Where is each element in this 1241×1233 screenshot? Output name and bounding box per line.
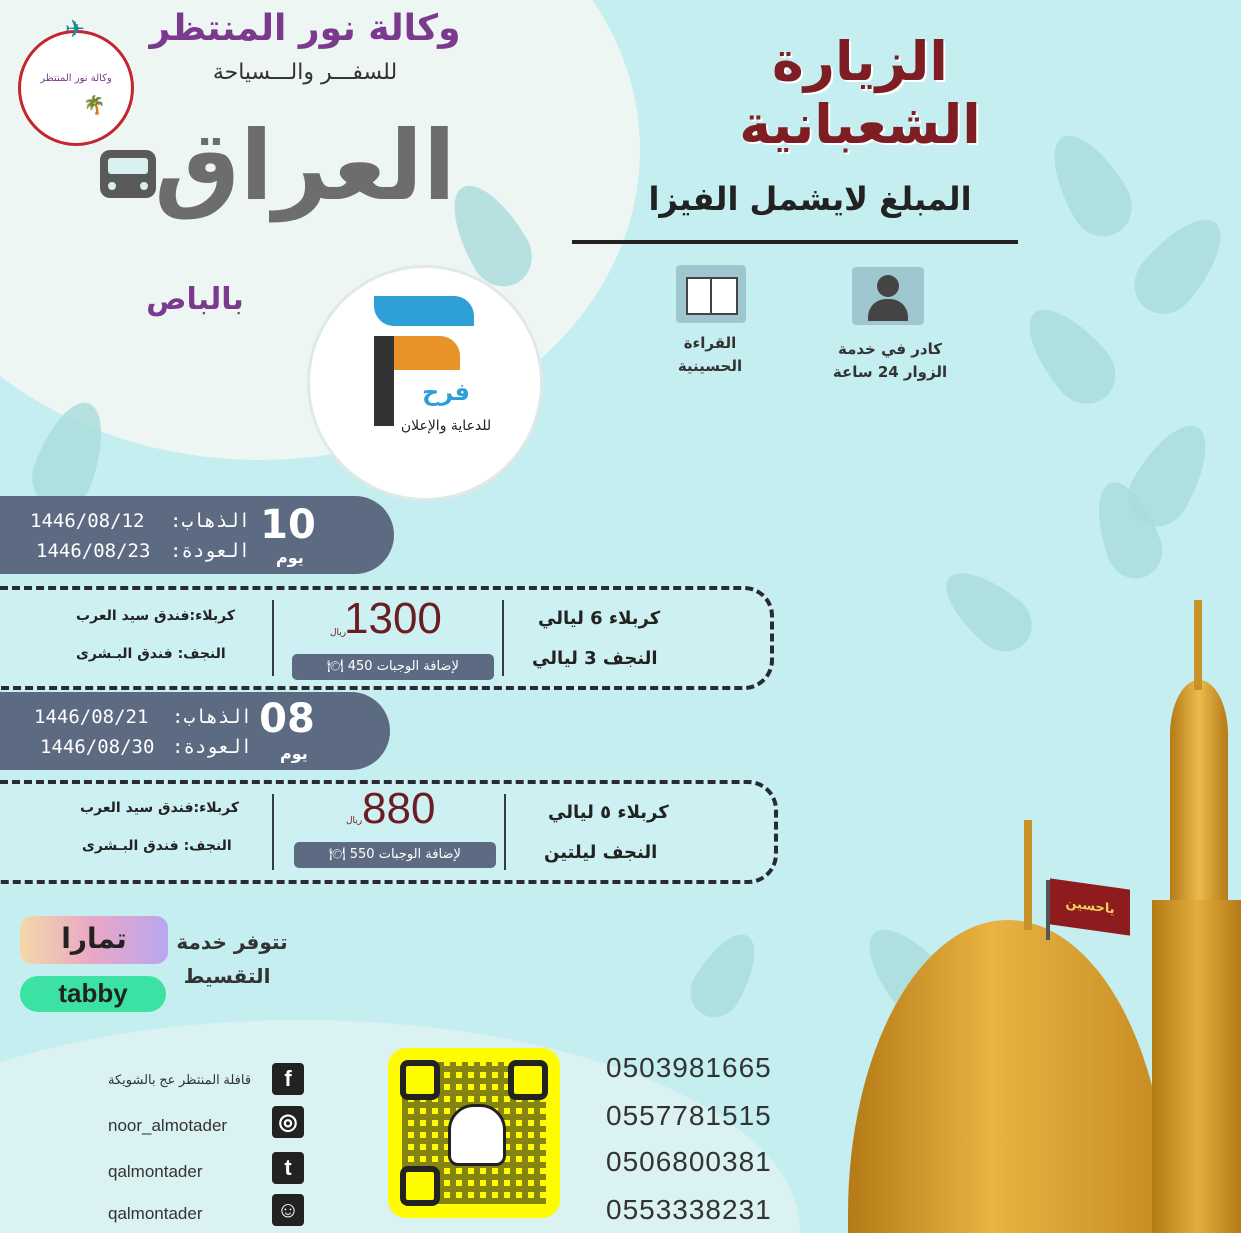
trip-package-1 xyxy=(0,586,774,690)
sponsor-name: فرح xyxy=(422,378,470,406)
trip-currency: ريال xyxy=(346,816,363,826)
sponsor-logo-top xyxy=(374,296,474,326)
trip-city-2: النجف 3 ليالي xyxy=(532,648,658,669)
sponsor-tagline: للدعاية والإعلان xyxy=(400,418,492,434)
trip-days-number: 08 xyxy=(259,696,315,742)
phone-number[interactable]: 0506800381 xyxy=(606,1146,772,1177)
minaret xyxy=(1152,900,1241,1233)
trip-hotel-1: كربلاء:فندق سيد العرب xyxy=(76,608,236,624)
destination-country: العراق xyxy=(154,110,456,222)
qr-corner xyxy=(400,1166,440,1206)
feature-staff xyxy=(820,338,960,384)
instagram-handle[interactable]: noor_almotader xyxy=(108,1116,228,1135)
page-title: الزيارة الشعبانية xyxy=(739,30,981,156)
separator xyxy=(502,600,504,676)
installment-line2: التقسيط xyxy=(183,964,271,988)
meal-icon: 🍽 xyxy=(327,659,344,674)
tabby-logo: tabby xyxy=(58,978,128,1008)
trip-days-unit: يوم xyxy=(276,548,304,567)
leaf-decoration xyxy=(932,557,1044,663)
leaf-decoration xyxy=(1122,204,1239,327)
trip-package-2 xyxy=(0,780,778,884)
tamara-logo: تمارا xyxy=(61,922,127,955)
tabby-badge xyxy=(20,976,166,1012)
return-label: العودة: xyxy=(170,540,251,562)
facebook-handle[interactable]: قافلة المنتظر عج بالشويكة xyxy=(108,1072,252,1087)
facebook-icon[interactable]: f xyxy=(272,1063,304,1095)
meal-icon: 🍽 xyxy=(329,847,346,862)
red-flag xyxy=(1050,878,1130,935)
meal-note-text: لإضافة الوجبات 450 xyxy=(347,659,459,674)
tumblr-icon[interactable]: t xyxy=(272,1152,304,1184)
return-date: 1446/08/23 xyxy=(36,540,151,562)
feature-reading-line1: القراءة xyxy=(683,334,737,352)
phone-number[interactable]: 0503981665 xyxy=(606,1052,772,1083)
agency-tagline: للسفـــر والـــسياحة xyxy=(212,60,398,85)
visa-note: المبلغ لايشمل الفيزا xyxy=(648,180,972,218)
depart-date: 1446/08/21 xyxy=(34,706,149,728)
trip-meal-note xyxy=(292,654,494,680)
feature-reading-line2: الحسينية xyxy=(677,357,743,375)
trip-days-unit: يوم xyxy=(280,744,308,763)
trip-dates-2 xyxy=(0,692,390,770)
qr-corner xyxy=(508,1060,548,1100)
snapchat-icon[interactable]: ☺ xyxy=(272,1194,304,1226)
trip-hotel-2: النجف: فندق البـشرى xyxy=(76,646,226,662)
trip-city-2: النجف ليلتين xyxy=(544,842,658,863)
agency-logo xyxy=(18,15,134,146)
minaret-cap xyxy=(1170,680,1228,900)
phone-number[interactable]: 0557781515 xyxy=(606,1100,772,1131)
trip-currency: ريال xyxy=(330,628,347,638)
agency-name: وكالة نور المنتظر xyxy=(149,8,461,49)
leaf-decoration xyxy=(681,924,769,1027)
trip-price: 880 xyxy=(362,784,436,833)
feature-staff-line1: كادر في خدمة xyxy=(838,340,942,358)
trip-days-number: 10 xyxy=(260,502,316,548)
visa-note-underline xyxy=(572,240,1018,244)
depart-label: الذهاب: xyxy=(172,706,253,728)
trip-city-1: كربلاء ٥ ليالي xyxy=(548,802,669,823)
sponsor-logo-stem xyxy=(374,336,394,426)
minaret-spire xyxy=(1194,600,1202,690)
snapcode-qr[interactable] xyxy=(388,1048,560,1218)
dome-spire xyxy=(1024,820,1032,930)
sponsor-badge xyxy=(310,268,540,498)
staff-icon xyxy=(852,267,924,325)
phone-number[interactable]: 0553338231 xyxy=(606,1194,772,1225)
feature-reading xyxy=(650,332,770,378)
trip-dates-1 xyxy=(0,496,394,574)
depart-date: 1446/08/12 xyxy=(30,510,145,532)
feature-staff-line2: الزوار 24 ساعة xyxy=(832,363,948,381)
book-icon xyxy=(676,265,746,323)
qr-corner xyxy=(400,1060,440,1100)
installment-line1: تتوفر خدمة xyxy=(176,930,288,954)
tumblr-handle[interactable]: qalmontader xyxy=(108,1162,203,1181)
trip-meal-note xyxy=(294,842,496,868)
trip-city-1: كربلاء 6 ليالي xyxy=(538,608,661,629)
separator xyxy=(272,600,274,676)
flag-text: ياحسين xyxy=(1065,895,1115,918)
instagram-icon[interactable]: ◎ xyxy=(272,1106,304,1138)
trip-hotel-1: كربلاء:فندق سيد العرب xyxy=(80,800,240,816)
return-date: 1446/08/30 xyxy=(40,736,155,758)
tamara-badge xyxy=(20,916,168,964)
snapchat-ghost-icon xyxy=(448,1104,506,1166)
plane-icon: ✈ xyxy=(65,15,86,43)
return-label: العودة: xyxy=(172,736,253,758)
separator xyxy=(272,794,274,870)
depart-label: الذهاب: xyxy=(170,510,251,532)
leaf-decoration xyxy=(1012,294,1129,417)
meal-note-text: لإضافة الوجبات 550 xyxy=(349,847,461,862)
trip-price: 1300 xyxy=(344,594,442,643)
agency-logo-text: وكالة نور المنتظر xyxy=(40,73,112,84)
snapchat-handle[interactable]: qalmontader xyxy=(108,1204,203,1223)
destination-transport: بالباص xyxy=(146,282,244,317)
trip-hotel-2: النجف: فندق البـشرى xyxy=(82,838,232,854)
separator xyxy=(504,794,506,870)
palm-icon: 🌴 xyxy=(83,95,106,116)
